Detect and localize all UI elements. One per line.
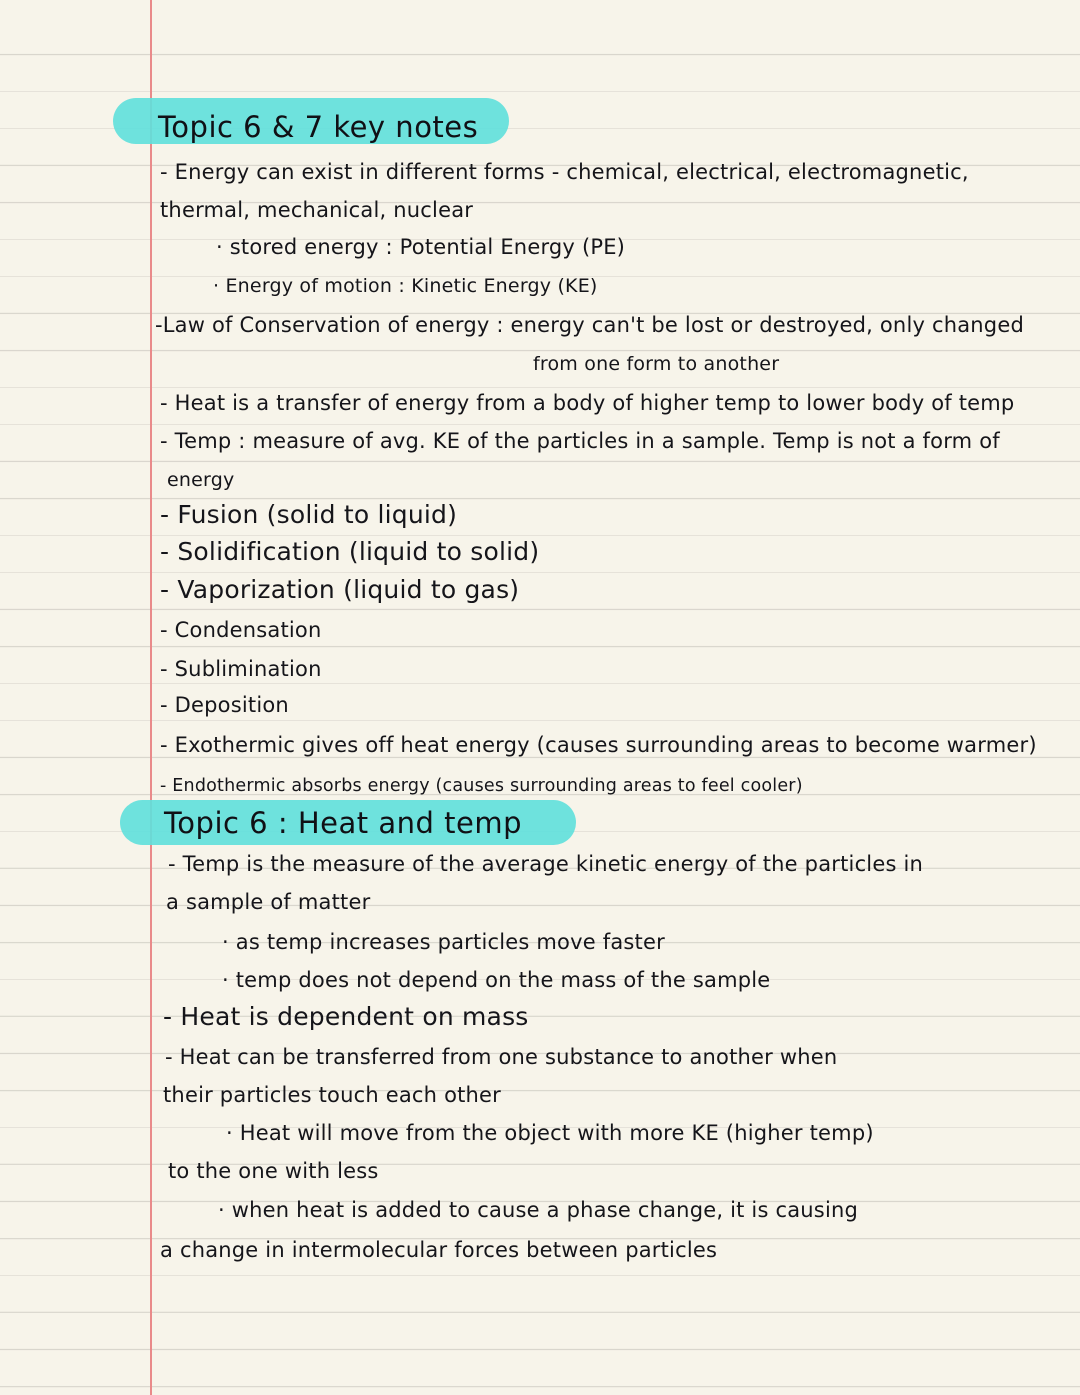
note-line-continuation: from one form to another xyxy=(533,353,780,375)
note-line: thermal, mechanical, nuclear xyxy=(160,198,474,222)
note-line-sub: · temp does not depend on the mass of the sample xyxy=(222,968,771,992)
note-line: - Sublimination xyxy=(160,657,322,681)
note-line: - Solidification (liquid to solid) xyxy=(160,537,540,566)
section-heading-topic-6-7: Topic 6 & 7 key notes xyxy=(158,110,479,144)
note-line-sub: · Heat will move from the object with more KE (higher temp) xyxy=(226,1121,874,1145)
note-line-continuation: a sample of matter xyxy=(166,890,371,914)
note-line: - Endothermic absorbs energy (causes surrounding areas to feel cooler) xyxy=(160,776,803,796)
note-line: - Temp : measure of avg. KE of the particles in a sample. Temp is not a form of xyxy=(160,429,1000,453)
note-line-sub: · stored energy : Potential Energy (PE) xyxy=(216,235,626,259)
note-line: - Exothermic gives off heat energy (causes surrounding areas to become warmer) xyxy=(160,733,1037,757)
note-line-continuation: to the one with less xyxy=(168,1159,379,1183)
section-heading-topic-6-heat-temp: Topic 6 : Heat and temp xyxy=(164,806,522,840)
note-line: - Vaporization (liquid to gas) xyxy=(160,575,520,604)
note-line: -Law of Conservation of energy : energy can't be lost or destroyed, only changed xyxy=(155,313,1024,337)
note-line: - Condensation xyxy=(160,618,322,642)
note-line-sub: · when heat is added to cause a phase change, it is causing xyxy=(218,1198,859,1222)
note-line: - Heat is dependent on mass xyxy=(163,1002,529,1031)
note-line-continuation: energy xyxy=(167,469,235,491)
note-line: - Energy can exist in different forms - chemical, electrical, electromagnetic, xyxy=(160,160,969,184)
note-line-sub: · Energy of motion : Kinetic Energy (KE) xyxy=(213,275,598,297)
note-line-sub: · as temp increases particles move faster xyxy=(222,930,665,954)
note-line: - Fusion (solid to liquid) xyxy=(160,500,458,529)
note-line: - Deposition xyxy=(160,693,289,717)
note-line: - Heat is a transfer of energy from a body of higher temp to lower body of temp xyxy=(160,391,1015,415)
note-line-continuation: a change in intermolecular forces between particles xyxy=(160,1238,718,1262)
note-line: - Temp is the measure of the average kinetic energy of the particles in xyxy=(168,852,924,876)
note-line: - Heat can be transferred from one substance to another when xyxy=(165,1045,838,1069)
note-line-continuation: their particles touch each other xyxy=(163,1083,502,1107)
